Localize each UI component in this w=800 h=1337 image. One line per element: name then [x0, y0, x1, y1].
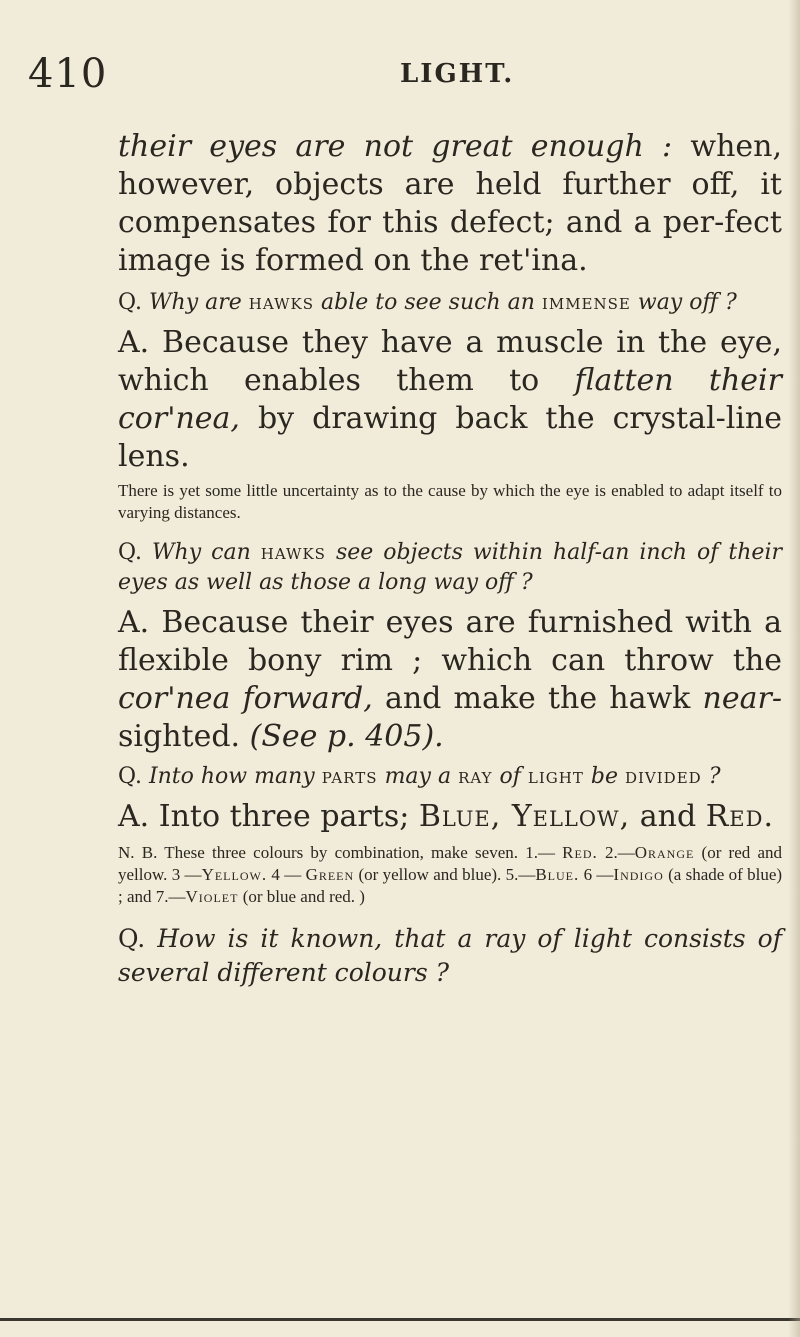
text: How is it known, that a ray of light consists of several different colours ? [118, 924, 782, 987]
page-number: 410 [28, 51, 108, 97]
colour-name: Yellow. [201, 865, 268, 884]
footnote-uncertainty: There is yet some little uncertainty as to the cause by which the eye is enabled to adapt itself to varying distances. [118, 481, 782, 522]
text: and [639, 799, 697, 834]
text: be [590, 764, 618, 789]
answer-hawks-near [118, 604, 782, 756]
small-caps-text: immense [541, 290, 631, 315]
text: able to see such an [321, 290, 535, 315]
text: N. B. These three colours by combination, make seven. 1.— [118, 843, 555, 862]
small-caps-text: Red. [705, 799, 774, 834]
text: of [499, 764, 521, 789]
text: see objects within half-an inch of their eyes as well as those a long way off ? [118, 540, 783, 595]
page-edge-shadow [788, 0, 800, 1337]
text: by drawing back the crystal-line lens. [118, 401, 782, 474]
question-label: Q. [118, 290, 142, 315]
answer-label: A. [118, 325, 150, 360]
emphasis: their eyes are not great enough : [118, 129, 673, 164]
colour-name: Indigo [613, 865, 664, 884]
answer-hawks-distance [118, 324, 782, 476]
text: and make the hawk [384, 681, 691, 716]
cross-reference: (See p. 405). [249, 719, 444, 754]
text: 2.— [604, 843, 635, 862]
small-caps-text: hawks [248, 290, 315, 315]
question-hawks-distance [118, 288, 782, 318]
text: Why can [151, 540, 251, 565]
text: way off ? [637, 290, 737, 315]
text: (a shade of blue) ; and 7.— [118, 865, 783, 906]
text: Because they have a muscle in the eye, which enables them to [118, 325, 782, 398]
small-caps-text: hawks [260, 540, 326, 565]
body-text [118, 128, 782, 996]
text: Why are [148, 290, 242, 315]
text: Because their eyes are furnished with a flexible bony rim ; which can throw the [118, 605, 782, 678]
colour-name: Red. [562, 843, 598, 862]
page-header [0, 50, 800, 100]
paragraph-continuation [118, 128, 782, 280]
colour-name: Violet [185, 887, 239, 906]
text: ? [708, 764, 721, 789]
answer-label: A. [118, 605, 150, 640]
small-caps-text: Blue, Yellow, [418, 799, 631, 834]
text: Into how many [148, 764, 315, 789]
answer-label: A. [118, 799, 150, 834]
footnote-seven-colours [118, 842, 782, 908]
colour-name: Orange [634, 843, 695, 862]
text: sighted. [118, 719, 241, 754]
colour-name: Blue. [535, 865, 580, 884]
emphasis: near- [702, 681, 782, 716]
text: 6 — [583, 865, 614, 884]
small-caps-text: light [527, 764, 584, 789]
small-caps-text: ray [458, 764, 493, 789]
answer-ray-parts [118, 798, 782, 836]
question-hawks-near [118, 538, 782, 598]
text: may a [384, 764, 452, 789]
question-label: Q. [118, 764, 142, 789]
text: when, however, objects are held further off, it compensates for this defect; and a per-fect image is formed on the ret'ina. [118, 129, 782, 278]
emphasis: cor'nea forward, [118, 681, 373, 716]
emphasis: flatten their cor'nea, [118, 363, 782, 436]
question-ray-parts [118, 762, 782, 792]
text: 4 — [271, 865, 302, 884]
small-caps-text: divided [624, 764, 702, 789]
question-label: Q. [118, 540, 142, 565]
text: (or blue and red. ) [242, 887, 365, 906]
running-head: LIGHT. [400, 59, 515, 89]
small-caps-text: parts [321, 764, 378, 789]
text: (or red and yellow. 3 — [118, 843, 783, 884]
text: Into three parts; [158, 799, 410, 834]
question-label: Q. [118, 924, 146, 953]
question-ray-colours [118, 922, 782, 990]
colour-name: Green [305, 865, 355, 884]
text: (or yellow and blue). 5.— [358, 865, 536, 884]
page-bottom-edge [0, 1318, 800, 1321]
